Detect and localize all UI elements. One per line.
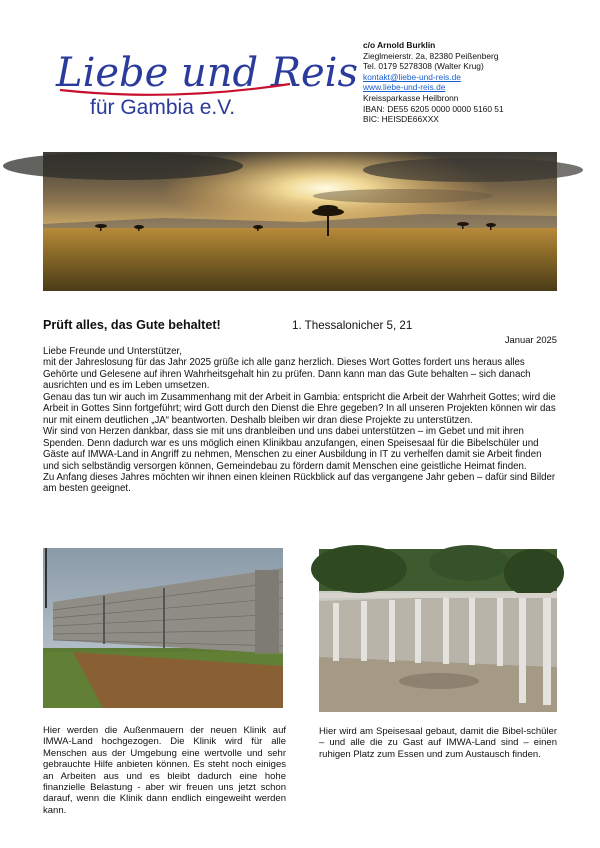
contact-bic: BIC: HEISDE66XXX [363,114,439,125]
contact-name: c/o Arnold Burklin [363,40,436,50]
dining-hall-photo-caption: Hier wird am Speisesaal gebaut, damit die Bibel-schüler – und alle die zu Gast auf IMWA-Land sind – einen ruhigen Platz zum Essen und zum Austausch finden. [319,726,557,760]
contact-iban: IBAN: DE55 6205 0000 0000 5160 51 [363,103,504,114]
contact-phone: Tel. 0179 5278308 (Walter Krug) [363,61,484,72]
logo-script-text: Liebe und Reis [56,50,358,96]
contact-address: Zieglmeierstr. 2a, 82380 Peißenberg [363,50,499,61]
article-paragraph: Liebe Freunde und Unterstützer, [43,346,182,357]
article-body [43,346,558,495]
bible-verse-reference: 1. Thessalonicher 5, 21 [292,319,413,332]
article-headline: Prüft alles, das Gute behaltet! [43,318,221,332]
article-paragraph: Wir sind von Herzen dankbar, dass sie mit uns dranbleiben und uns dabei unterstützen – im Gebet und mit ihren Spenden. Denn dadurch war es uns möglich einen Klinikbau anzufangen, einen Speisesaal für die Bibelschüler und Gäste auf IMWA-Land in Angriff zu nehmen, Menschen zu einer Ausbildung in IT zu verhelfen damit sie Arbeit finden und sich selbständig versorgen können, Gemeindebau zu fördern damit Menschen eine geistliche Heimat finden. [43,426,542,472]
article-paragraph: Zu Anfang dieses Jahres möchten wir ihnen einen kleinen Rückblick auf das vergangene Jahr geben – dafür sind Bilder am besten geeignet. [43,471,556,495]
clinic-photo-caption: Hier werden die Außenmauern der neuen Klinik auf IMWA-Land hochgezogen. Die Klinik wird für alle Menschen aus der Umgebung eine wertvolle und sehr gebrauchte Hilfe anbieten können. Es steht noch einiges an Arbeiten aus und es bleibt dadurch eine hohe finanzielle Belastung - aber wir freuen uns jetzt schon darauf, wenn die Klinik dann endlich eingeweiht werden kann. [43,725,286,816]
contact-email-link[interactable]: kontakt@liebe-und-reis.de [363,71,461,82]
logo-sub-text: für Gambia e.V. [90,96,236,119]
contact-bank: Kreissparkasse Heilbronn [363,92,459,103]
contact-block [363,40,504,125]
organization-logo [52,44,358,124]
issue-date: Januar 2025 [504,334,557,345]
savanna-sunset-banner [43,152,557,291]
contact-website-link[interactable]: www.liebe-und-reis.de [363,82,446,93]
article-paragraph: mit der Jahreslosung für das Jahr 2025 grüße ich alle ganz herzlich. Dieses Wort Gottes fordert uns heraus alles Gehörte und Gelesene auf ihren Wahrheitsgehalt hin zu prüfen. Dann kann man das Gute behalten – sich danach ausrichten und es im Leben umsetzen. [43,357,531,392]
article-paragraph: Genau das tun wir auch im Zusammenhang mit der Arbeit in Gambia: entspricht die Arbeit der Wahrheit Gottes; wird die Arbeit in Gottes Sinn fortgeführt; wird Gott durch den Dienst die Ehre gegeben? In all unseren Projekten können wir das nur mit einem deutlichen „JA“ beantworten. Deshalb bleiben wir dran diese Projekte zu unterstützen. [43,391,556,426]
dining-hall-construction-photo [319,549,557,712]
clinic-construction-photo [43,548,283,708]
